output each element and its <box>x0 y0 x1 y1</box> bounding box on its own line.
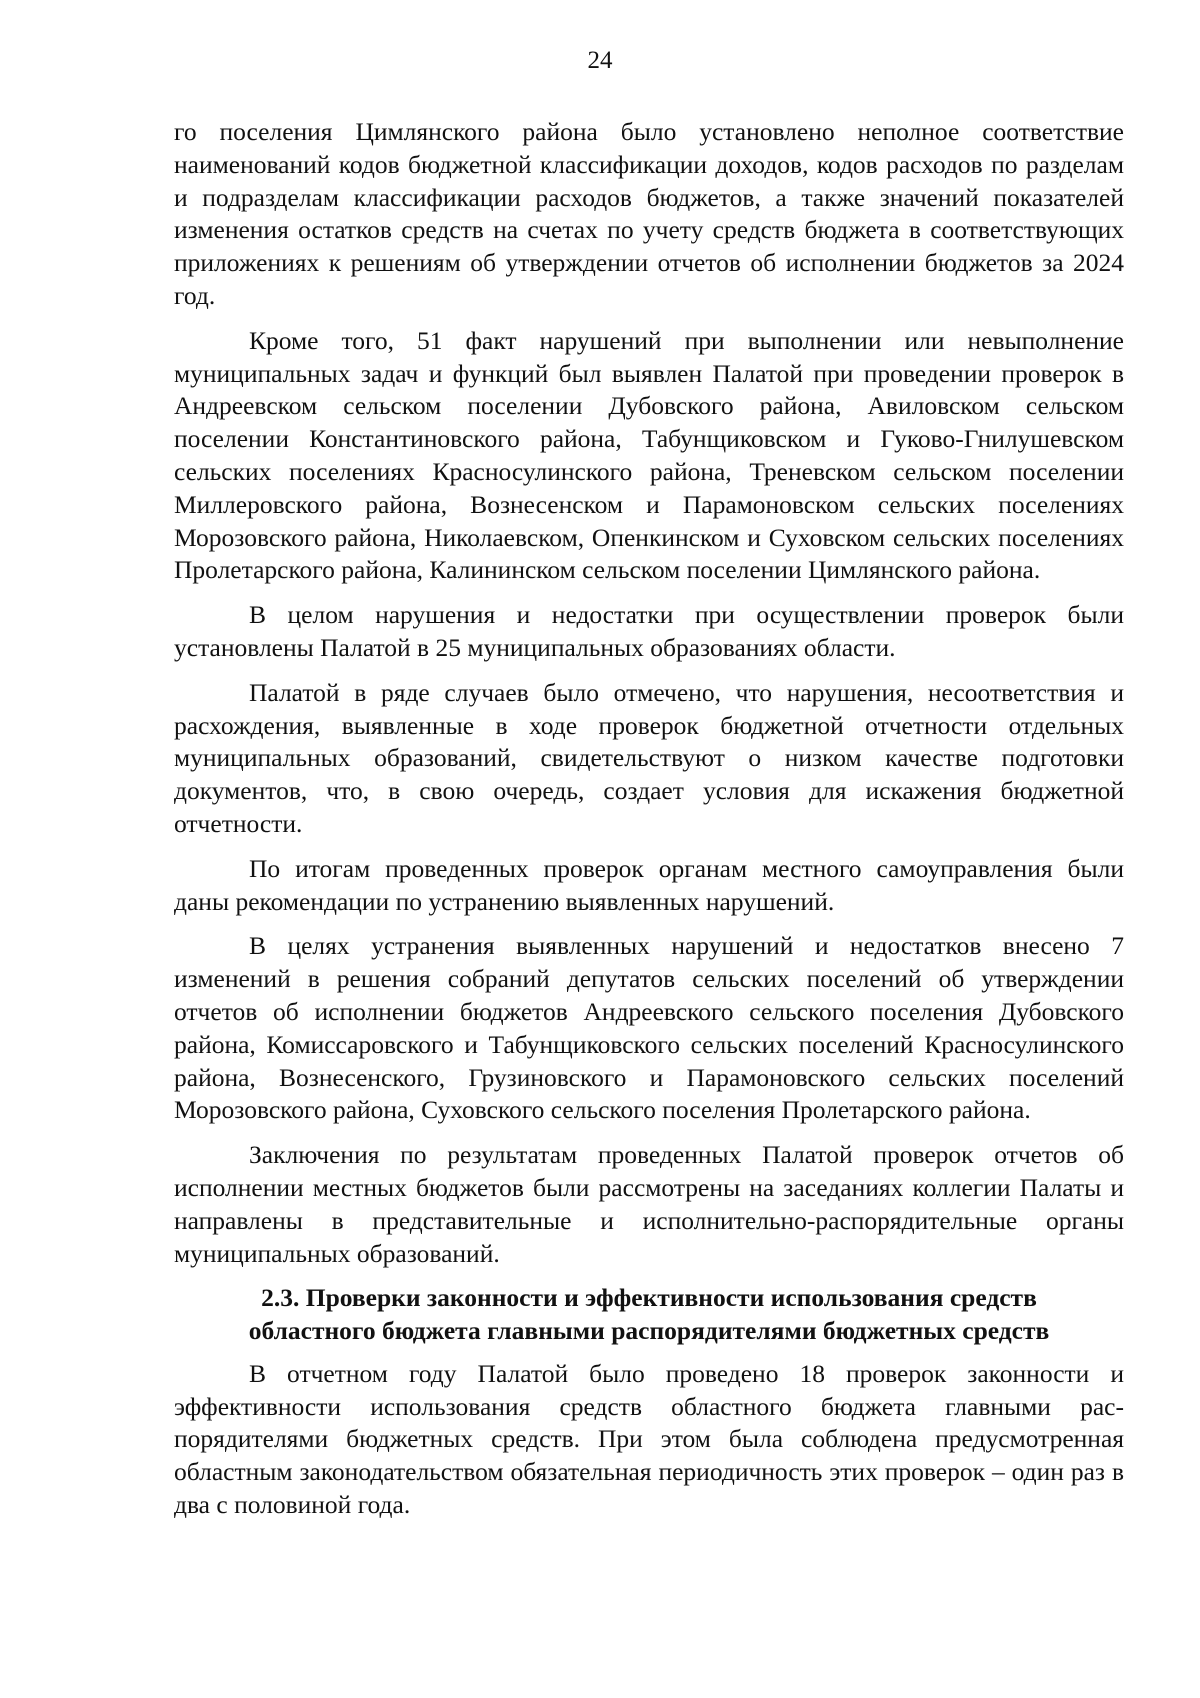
paragraph-continuation: го поселения Цимлянского района было установлено неполное соответствие наименований кодов бюджетной классификации доходов, кодов расходов по разделам и подразделам классификации расходов бюджетов, а также значений показателей изменения остатков средств на счетах по учету средств бюджета в соответствующих приложениях к решениям об утверждении отчетов об исполнении бюджетов за 2024 год. <box>174 117 1124 310</box>
paragraph-amendments: В целях устранения выявленных нарушений и недостатков внесено 7 изменений в решения собраний депутатов сельских поселений об утверждении отчетов об исполнении бюджетов Андреевского сельского поселения Дубовского района, Комиссаровского и Табунщиковского сельских поселений Красносулинского района, Вознесенского, Грузиновского и Парамоновского сельских поселений Морозовского района, Суховского сельского поселения Пролетарского района. <box>174 931 1124 1125</box>
section-heading-line-1: 2.3. Проверки законности и эффективности использования средств <box>261 1283 1037 1313</box>
section-heading <box>174 1282 1124 1348</box>
paragraph-section-intro: В отчетном году Палатой было проведено 18 проверок законности и эффективности использования средств областного бюджета главными распорядителями бюджетных средств. При этом была соблюдена предусмотренная областным законодательством обязательная периодичность этих проверок – один раз в два с половиной года. <box>174 1358 1124 1520</box>
paragraph-violations-total: В целом нарушения и недостатки при осуществлении проверок были установлены Палатой в 25 муниципальных образованиях области. <box>174 600 1124 662</box>
document-body <box>174 116 1124 1534</box>
paragraph-recommendations: По итогам проведенных проверок органам местного самоуправления были даны рекомендации по устранению выявленных нарушений. <box>174 853 1124 916</box>
paragraph-violations-tasks: Кроме того, 51 факт нарушений при выполнении или невыполнение муниципальных задач и функций был выявлен Палатой при проведении проверок в Андреевском сельском поселении Дубовского района, Авиловском сельском поселении Константиновского района, Табунщиковском и Гуково-Гнилушевском сельских поселениях Красносулинского района, Треневском сельском поселении Миллеровского района, Вознесенском и Парамоновском сельских поселениях Морозовского района, Николаевском, Опенкинском и Суховском сельских поселениях Пролетарского района, Калининском сельском поселении Цимлянского района. <box>174 325 1124 585</box>
paragraph-quality-note: Палатой в ряде случаев было отмечено, что нарушения, несоответствия и расхождения, выявленные в ходе проверок бюджетной отчетности отдельных муниципальных образований, свидетельствуют о низком качестве подготовки документов, что, в свою очередь, создает условия для искажения бюджетной отчетности. <box>174 677 1124 838</box>
page-number: 24 <box>587 47 613 74</box>
section-heading-line-2: областного бюджета главными распорядителями бюджетных средств <box>248 1316 1050 1346</box>
paragraph-conclusions: Заключения по результатам проведенных Палатой проверок отчетов об исполнении местных бюджетов были рассмотрены на заседаниях коллегии Палаты и направлены в представительные и исполнительно-распорядительные органы муниципальных образований. <box>174 1140 1124 1268</box>
